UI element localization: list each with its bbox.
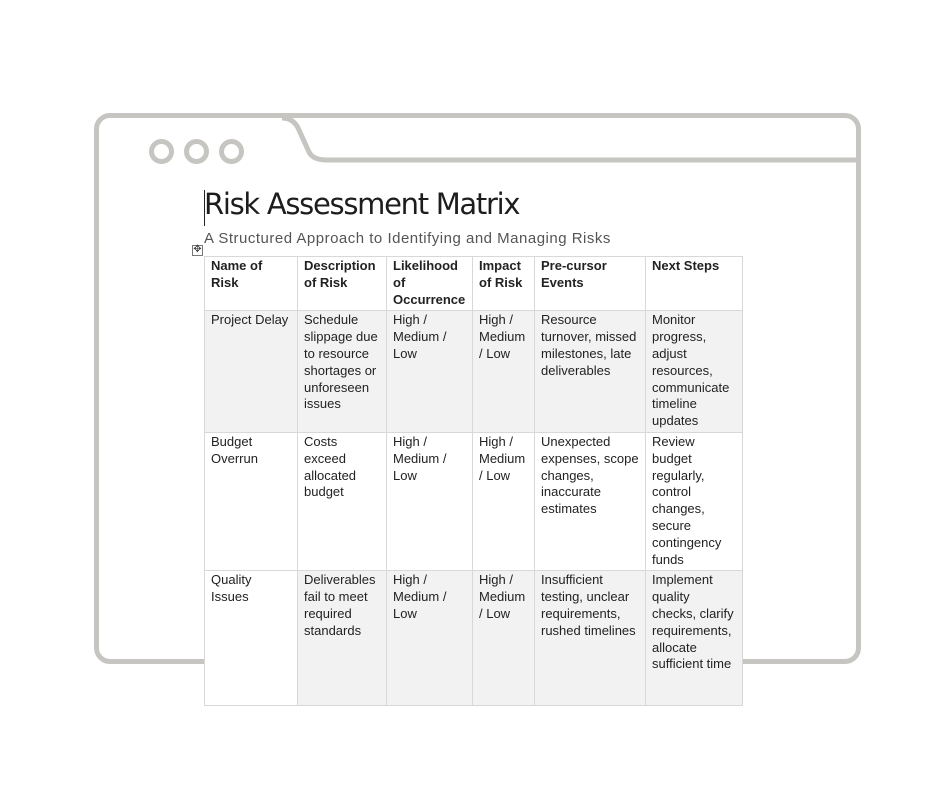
browser-window: [94, 113, 861, 672]
table-row: [205, 432, 743, 570]
window-control-dot[interactable]: [149, 139, 174, 164]
window-control-dot[interactable]: [219, 139, 244, 164]
table-cell[interactable]: High / Medium / Low: [473, 432, 535, 570]
table-cell[interactable]: Budget Overrun: [205, 432, 298, 570]
table-cell[interactable]: Implement quality checks, clarify requirements, allocate sufficient time: [646, 571, 743, 706]
document-page[interactable]: [193, 182, 799, 672]
table-cell[interactable]: Resource turnover, missed milestones, late deliverables: [535, 311, 646, 433]
table-cell[interactable]: Review budget regularly, control changes, secure contingency funds: [646, 432, 743, 570]
tab-bar-outline: [99, 118, 856, 178]
table-header-row: [205, 257, 743, 311]
table-cell[interactable]: Schedule slippage due to resource shortages or unforeseen issues: [298, 311, 387, 433]
table-cell[interactable]: High / Medium / Low: [387, 571, 473, 706]
table-cell[interactable]: High / Medium / Low: [387, 432, 473, 570]
table-cell[interactable]: Project Delay: [205, 311, 298, 433]
column-header[interactable]: Name of Risk: [205, 257, 298, 311]
column-header[interactable]: Next Steps: [646, 257, 743, 311]
window-control-dot[interactable]: [184, 139, 209, 164]
risk-table[interactable]: [204, 256, 743, 706]
table-cell[interactable]: Deliverables fail to meet required standards: [298, 571, 387, 706]
move-arrows-icon[interactable]: ✥: [193, 244, 202, 255]
table-cell[interactable]: Monitor progress, adjust resources, communicate timeline updates: [646, 311, 743, 433]
table-row: [205, 311, 743, 433]
table-cell[interactable]: Quality Issues: [205, 571, 298, 706]
table-cell[interactable]: High / Medium / Low: [387, 311, 473, 433]
document-title[interactable]: Risk Assessment Matrix: [204, 187, 520, 221]
column-header[interactable]: Description of Risk: [298, 257, 387, 311]
document-subtitle[interactable]: A Structured Approach to Identifying and Managing Risks: [204, 230, 611, 247]
table-row: [205, 571, 743, 706]
column-header[interactable]: Impact of Risk: [473, 257, 535, 311]
column-header[interactable]: Pre-cursor Events: [535, 257, 646, 311]
table-cell[interactable]: High / Medium / Low: [473, 571, 535, 706]
table-cell[interactable]: High / Medium / Low: [473, 311, 535, 433]
table-cell[interactable]: Costs exceed allocated budget: [298, 432, 387, 570]
table-cell[interactable]: Unexpected expenses, scope changes, inaccurate estimates: [535, 432, 646, 570]
table-cell[interactable]: Insufficient testing, unclear requirements, rushed timelines: [535, 571, 646, 706]
column-header[interactable]: Likelihood of Occurrence: [387, 257, 473, 311]
